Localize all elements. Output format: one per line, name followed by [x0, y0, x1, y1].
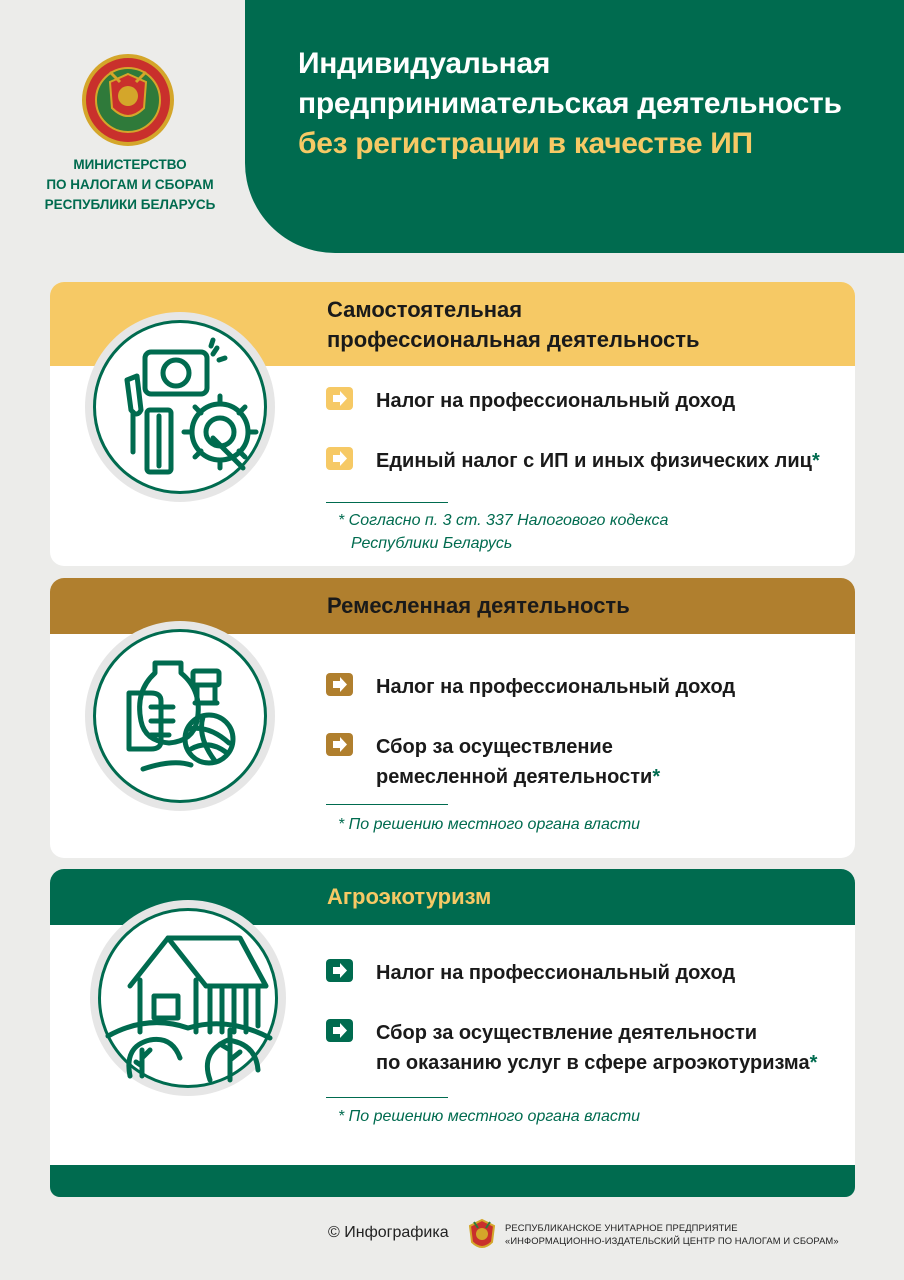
- bottom-bar: [50, 1165, 855, 1197]
- footnote-star: *: [809, 1052, 818, 1074]
- divider: [326, 1097, 448, 1098]
- item-text: Налог на профессиональный доход: [376, 962, 736, 984]
- footer: [0, 1218, 904, 1258]
- item-text: Налог на профессиональный доход: [376, 676, 736, 698]
- farmhouse-icon: [90, 900, 286, 1096]
- footnote: * По решению местного органа власти: [338, 1108, 641, 1125]
- section-title: Агроэкотуризм: [327, 884, 492, 909]
- camera-brush-comb-gear-icon: [85, 312, 275, 502]
- publisher-logo-icon: [468, 1218, 496, 1252]
- item-text: Налог на профессиональный доход: [376, 390, 736, 412]
- footer-credit: © Инфографика: [328, 1224, 449, 1241]
- divider: [326, 502, 448, 503]
- divider: [326, 804, 448, 805]
- section-title: Ремесленная деятельность: [327, 593, 630, 618]
- header-banner: [245, 0, 904, 253]
- arrow-right-icon: [326, 959, 353, 982]
- footnote: * По решению местного органа власти: [338, 816, 641, 833]
- page-title: Индивидуальная предпринимательская деятельность без регистрации в качестве ИП: [298, 44, 898, 164]
- section-agroecotourism: [50, 869, 855, 1197]
- section-title: Самостоятельная профессиональная деятельность: [327, 297, 700, 352]
- section-craft: [50, 578, 855, 858]
- ministry-emblem-icon: [80, 52, 176, 148]
- footnote: * Согласно п. 3 ст. 337 Налогового кодекса Республики Беларусь: [338, 512, 669, 552]
- ministry-name: МИНИСТЕРСТВО ПО НАЛОГАМ И СБОРАМ РЕСПУБЛИКИ БЕЛАРУСЬ: [44, 157, 216, 212]
- arrow-right-icon: [326, 447, 353, 470]
- publisher-name: РЕСПУБЛИКАНСКОЕ УНИТАРНОЕ ПРЕДПРИЯТИЕ «ИНФОРМАЦИОННО-ИЗДАТЕЛЬСКИЙ ЦЕНТР ПО НАЛОГАМ И СБОРАМ»: [505, 1222, 839, 1246]
- page-title-accent: без регистрации в качестве ИП: [298, 127, 753, 160]
- pottery-yarn-brush-icon: [85, 621, 275, 811]
- footnote-star: *: [652, 766, 661, 788]
- section-professional: [50, 282, 855, 566]
- footnote-star: *: [811, 450, 820, 472]
- arrow-right-icon: [326, 1019, 353, 1042]
- item-text: Сбор за осуществление деятельности по оказанию услуг в сфере агроэкотуризма*: [376, 1022, 818, 1074]
- arrow-right-icon: [326, 387, 353, 410]
- item-text: Единый налог с ИП и иных физических лиц*: [376, 450, 820, 472]
- arrow-right-icon: [326, 733, 353, 756]
- item-text: Сбор за осуществление ремесленной деятельности*: [376, 736, 661, 788]
- arrow-right-icon: [326, 673, 353, 696]
